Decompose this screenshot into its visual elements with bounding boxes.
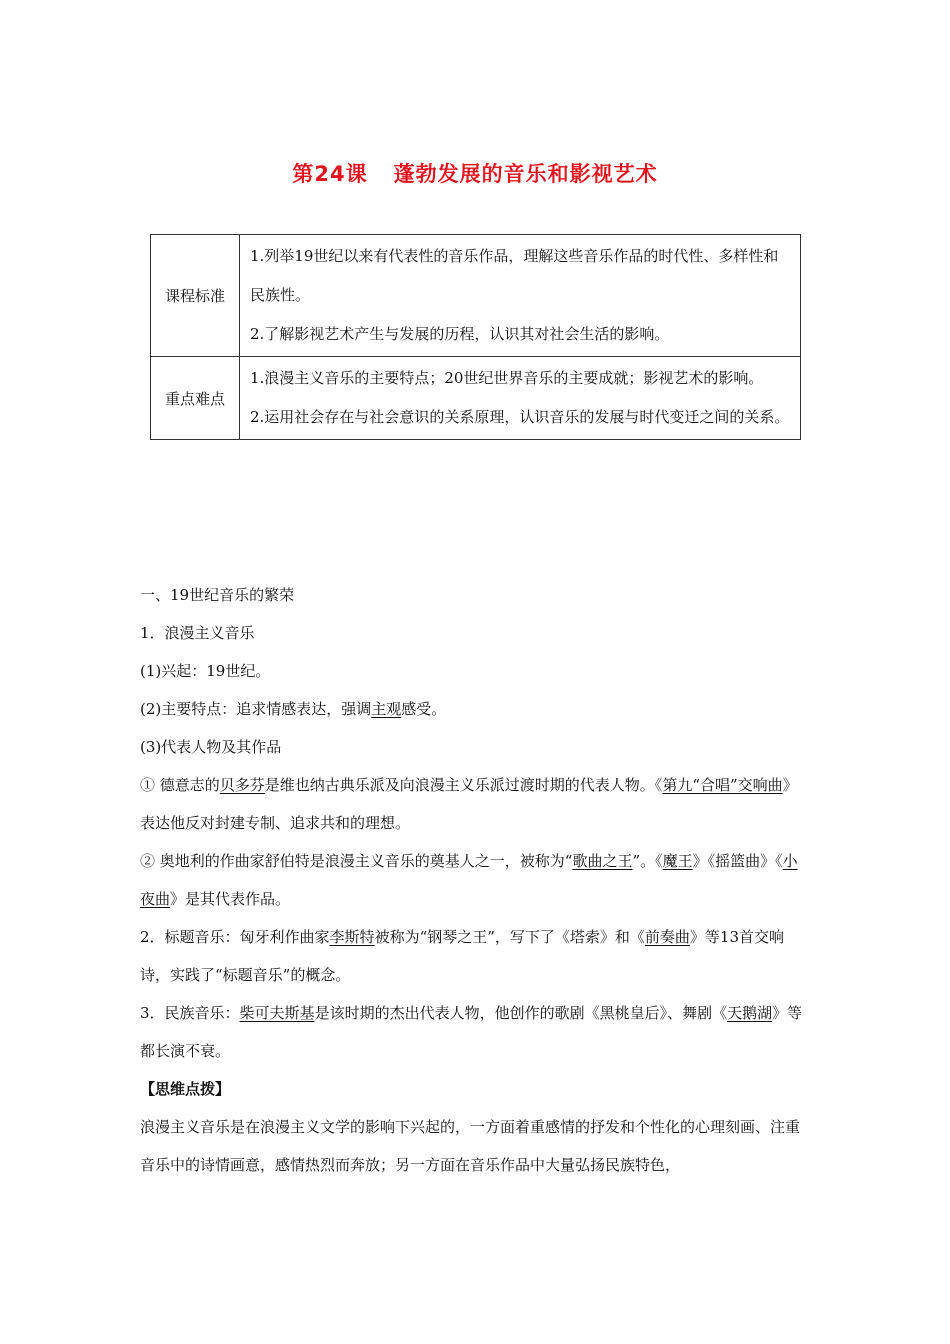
paragraph: 2．标题音乐：匈牙利作曲家李斯特被称为“钢琴之王”，写下了《塔索》和《前奏曲》等13首交响诗，实践了“标题音乐”的概念。 xyxy=(140,928,785,984)
underlined-term: 李斯特 xyxy=(329,928,375,946)
table-line: 2.运用社会存在与社会意识的关系原理，认识音乐的发展与时代变迁之间的关系。 xyxy=(250,408,790,426)
main-content xyxy=(140,576,812,1184)
sub-item: (1)兴起：19世纪。 xyxy=(140,662,271,680)
item-heading: 1．浪漫主义音乐 xyxy=(140,624,255,642)
underlined-term: 魔王 xyxy=(662,852,693,870)
row-content xyxy=(240,357,801,440)
underlined-term: 贝多芬 xyxy=(219,776,265,794)
table-row xyxy=(151,235,801,357)
paragraph: ② 奥地利的作曲家舒伯特是浪漫主义音乐的奠基人之一，被称为“歌曲之王”。《魔王》《摇篮曲》《小夜曲》是其代表作品。 xyxy=(140,852,798,908)
underlined-term: 主观 xyxy=(371,700,402,718)
row-label: 重点难点 xyxy=(151,357,240,440)
table-line: 1.浪漫主义音乐的主要特点；20世纪世界音乐的主要成就；影视艺术的影响。 xyxy=(250,369,764,387)
lesson-number: 第24课 xyxy=(292,162,368,186)
sub-item: (2)主要特点：追求情感表达，强调主观感受。 xyxy=(140,700,447,718)
underlined-term: 歌曲之王 xyxy=(572,852,633,870)
table-line: 1.列举19世纪以来有代表性的音乐作品，理解这些音乐作品的时代性、多样性和民族性。 xyxy=(250,247,779,304)
paragraph: 3．民族音乐：柴可夫斯基是该时期的杰出代表人物，他创作的歌剧《黑桃皇后》、舞剧《天鹅湖》等都长演不衰。 xyxy=(140,1004,803,1060)
underlined-term: 前奏曲 xyxy=(644,928,690,946)
table-line: 2.了解影视艺术产生与发展的历程，认识其对社会生活的影响。 xyxy=(250,325,670,343)
underlined-term: 柴可夫斯基 xyxy=(239,1004,315,1022)
page-title xyxy=(0,158,950,188)
sub-item: (3)代表人物及其作品 xyxy=(140,738,282,756)
underlined-term: 小夜曲 xyxy=(140,852,798,908)
curriculum-table xyxy=(150,234,801,440)
row-content xyxy=(240,235,801,357)
row-label: 课程标准 xyxy=(151,235,240,357)
underlined-term: 第九“合唱”交响曲 xyxy=(662,776,783,794)
tip-heading: 【思维点拨】 xyxy=(140,1080,231,1098)
tip-text: 浪漫主义音乐是在浪漫主义文学的影响下兴起的，一方面着重感情的抒发和个性化的心理刻画、注重音乐中的诗情画意，感情热烈而奔放；另一方面在音乐作品中大量弘扬民族特色， xyxy=(140,1118,801,1174)
section-heading: 一、19世纪音乐的繁荣 xyxy=(140,586,295,604)
underlined-term: 天鹅湖 xyxy=(727,1004,773,1022)
paragraph: ① 德意志的贝多芬是维也纳古典乐派及向浪漫主义乐派过渡时期的代表人物。《第九“合唱”交响曲》表达他反对封建专制、追求共和的理想。 xyxy=(140,776,798,832)
lesson-title: 蓬勃发展的音乐和影视艺术 xyxy=(393,162,658,186)
table-row xyxy=(151,357,801,440)
